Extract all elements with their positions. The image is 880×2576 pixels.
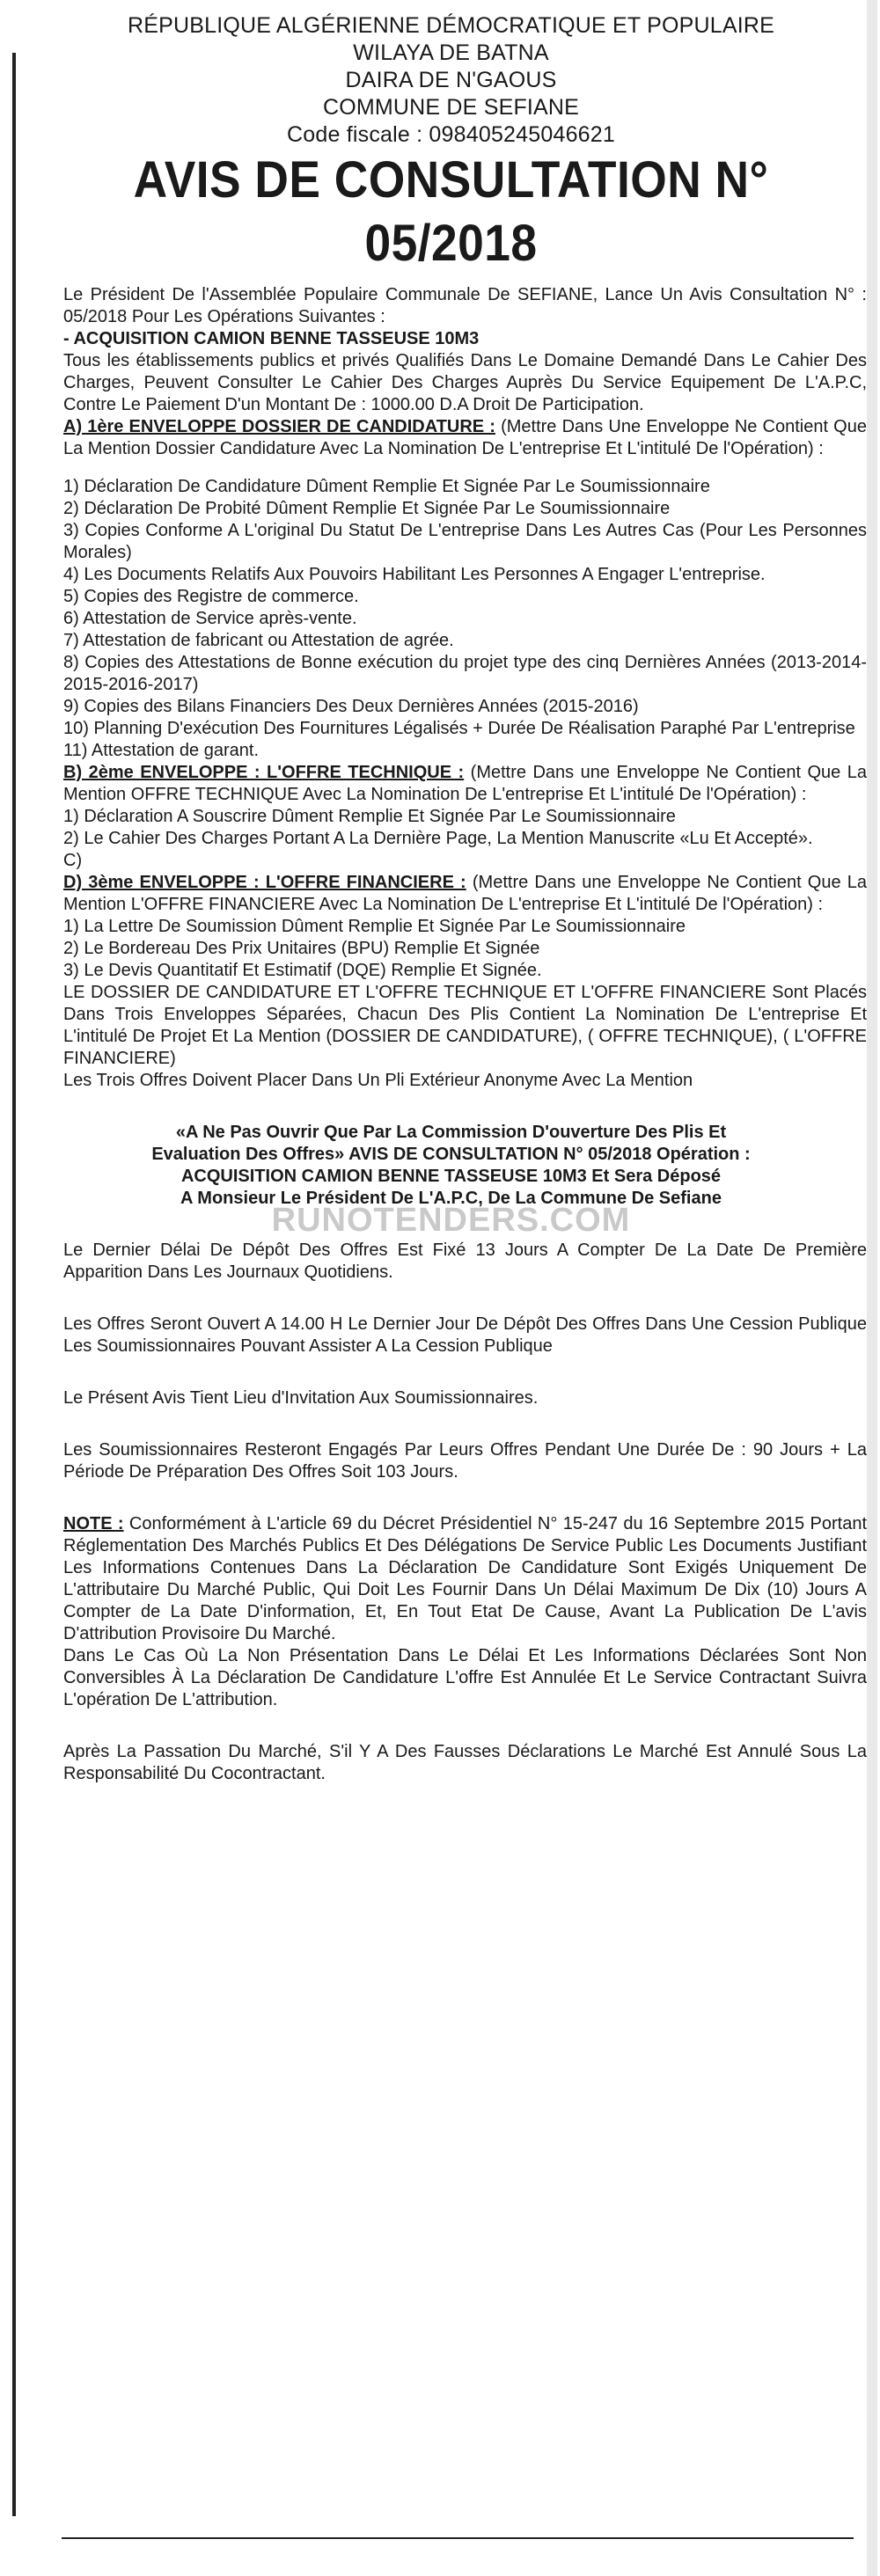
section-a-text: (Mettre Dans Une Enveloppe Ne Contient Que La Mention Dossier Candidature Avec La Nomination De L'entreprise Et L'intitulé De l'Opération) : bbox=[63, 417, 867, 458]
dossier-note: LE DOSSIER DE CANDIDATURE ET L'OFFRE TECHNIQUE ET L'OFFRE FINANCIERE Sont Placés Dans Trois Enveloppes Séparées, Chacun Des Plis Contient La Nomination De L'entreprise Et L'intitulé De Projet Et La Mention (DOSSIER DE CANDIDATURE), ( OFFRE TECHNIQUE), ( L'OFFRE FINANCIERE) bbox=[63, 983, 867, 1068]
section-b-item: 1) Déclaration A Souscrire Dûment Remplie Et Signée Par Le Soumissionnaire bbox=[63, 807, 676, 826]
operation-line: - ACQUISITION CAMION BENNE TASSEUSE 10M3 bbox=[63, 329, 480, 348]
section-a-item: 7) Attestation de fabricant ou Attestation de agrée. bbox=[63, 631, 454, 650]
section-b-intro bbox=[35, 762, 867, 806]
header-fiscal-code: Code fiscale : 098405245046621 bbox=[287, 122, 615, 147]
notice-title: AVIS DE CONSULTATION N° 05/2018 bbox=[133, 151, 769, 272]
footer-rule bbox=[62, 2537, 854, 2539]
submission-instructions bbox=[35, 1122, 867, 1210]
section-d-text: (Mettre Dans une Enveloppe Ne Contient Que La Mention L'OFFRE FINANCIERE Avec La Nomination De L'entreprise Et L'intitulé De l'Opération) : bbox=[63, 873, 867, 914]
section-d-item: 1) La Lettre De Soumission Dûment Remplie Et Signée Par Le Soumissionnaire bbox=[63, 917, 686, 936]
section-a-item: 6) Attestation de Service après-vente. bbox=[63, 609, 357, 628]
notice-document bbox=[35, 12, 867, 1785]
section-a-item: 2) Déclaration De Probité Dûment Remplie Et Signée Par Le Soumissionnaire bbox=[63, 499, 671, 518]
note-paragraph bbox=[35, 1513, 867, 1645]
header-daira: DAIRA DE N'GAOUS bbox=[345, 68, 557, 92]
section-b-heading: B) 2ème ENVELOPPE : L'OFFRE TECHNIQUE : bbox=[63, 763, 465, 782]
header-wilaya: WILAYA DE BATNA bbox=[353, 40, 549, 65]
deadline-paragraph: Le Dernier Délai De Dépôt Des Offres Est Fixé 13 Jours A Compter De La Date De Première Apparition Dans Les Journaux Quotidiens. bbox=[63, 1240, 867, 1282]
outer-envelope-paragraph: Les Trois Offres Doivent Placer Dans Un Pli Extérieur Anonyme Avec La Mention bbox=[63, 1071, 693, 1090]
section-b-item: 2) Le Cahier Des Charges Portant A La Dernière Page, La Mention Manuscrite «Lu Et Accepté». bbox=[63, 829, 813, 848]
section-a-item: 5) Copies des Registre de commerce. bbox=[63, 587, 359, 606]
section-a-item: 8) Copies des Attestations de Bonne exécution du projet type des cinq Dernières Années (2013-2014-2015-2016-2017) bbox=[63, 653, 867, 694]
section-a-intro bbox=[35, 416, 867, 460]
section-b-item: C) bbox=[63, 851, 83, 870]
opening-paragraph: Les Offres Seront Ouvert A 14.00 H Le Dernier Jour De Dépôt Des Offres Dans Une Cession Publique Les Soumissionnaires Pouvant Assister A La Cession Publique bbox=[63, 1314, 867, 1356]
section-a-item: 4) Les Documents Relatifs Aux Pouvoirs Habilitant Les Personnes A Engager L'entreprise. bbox=[63, 565, 766, 584]
header-block bbox=[35, 12, 867, 149]
submission-line: Evaluation Des Offres» AVIS DE CONSULTATION N° 05/2018 Opération : bbox=[151, 1145, 751, 1164]
section-a-item: 9) Copies des Bilans Financiers Des Deux Dernières Années (2015-2016) bbox=[63, 697, 639, 716]
closing-paragraph: Dans Le Cas Où La Non Présentation Dans Le Délai Et Les Informations Déclarées Sont Non Conversibles À La Déclaration De Candidature L'offre Est Annulée Et Le Service Contractant Suivra L'opération De L'attribution. bbox=[63, 1646, 867, 1709]
watermark: RUNOTENDERS.COM bbox=[271, 1202, 631, 1239]
validity-paragraph: Les Soumissionnaires Resteront Engagés Par Leurs Offres Pendant Une Durée De : 90 Jours + La Période De Préparation Des Offres Soit 103 Jours. bbox=[63, 1440, 867, 1482]
header-republic: RÉPUBLIQUE ALGÉRIENNE DÉMOCRATIQUE ET POPULAIRE bbox=[127, 13, 775, 38]
header-commune: COMMUNE DE SEFIANE bbox=[322, 95, 580, 120]
right-margin-strip bbox=[867, 0, 877, 2576]
section-d-item: 3) Le Devis Quantitatif Et Estimatif (DQE) Remplie Et Signée. bbox=[63, 961, 542, 980]
section-d-item: 2) Le Bordereau Des Prix Unitaires (BPU) Remplie Et Signée bbox=[63, 939, 540, 958]
section-a-item: 3) Copies Conforme A L'original Du Statut De L'entreprise Dans Les Autres Cas (Pour Les Personnes Morales) bbox=[63, 521, 867, 562]
section-a-heading: A) 1ère ENVELOPPE DOSSIER DE CANDIDATURE : bbox=[63, 417, 495, 436]
section-a-item: 11) Attestation de garant. bbox=[63, 741, 260, 760]
eligibility-paragraph: Tous les établissements publics et privés Qualifiés Dans Le Domaine Demandé Dans Le Cahier Des Charges, Peuvent Consulter Le Cahier Des Charges Auprès Du Service Equipement De L'A.P.C, Contre Le Paiement D'un Montant De : 1000.00 D.A Droit De Participation. bbox=[63, 351, 867, 414]
submission-line: «A Ne Pas Ouvrir Que Par La Commission D'ouverture Des Plis Et bbox=[175, 1123, 727, 1142]
submission-line: ACQUISITION CAMION BENNE TASSEUSE 10M3 Et Sera Déposé bbox=[180, 1167, 722, 1186]
section-a-item: 10) Planning D'exécution Des Fournitures Légalisés + Durée De Réalisation Paraphé Par L'entreprise bbox=[63, 719, 855, 738]
left-margin-rule bbox=[12, 53, 16, 2516]
intro-paragraph: Le Président De l'Assemblée Populaire Communale De SEFIANE, Lance Un Avis Consultation N° : 05/2018 Pour Les Opérations Suivantes : bbox=[63, 285, 867, 326]
invitation-paragraph: Le Présent Avis Tient Lieu d'Invitation Aux Soumissionnaires. bbox=[63, 1388, 539, 1408]
note-label: NOTE : bbox=[63, 1514, 124, 1533]
section-d-intro bbox=[35, 872, 867, 916]
note-text: Conformément à L'article 69 du Décret Présidentiel N° 15-247 du 16 Septembre 2015 Portant Réglementation Des Marchés Publics Et Des Délégations De Service Public Les Documents Justifiant Les Informations Contenues Dans La Déclaration De Candidature Sont Exigés Uniquement De L'attributaire Du Marché Public, Qui Doit Les Fournir Dans Un Délai Maximum De Dix (10) Jours A Compter de La Date D'information, Et, En Tout Etat De Cause, Avant La Publication De L'avis D'attribution Provisoire Du Marché. bbox=[63, 1514, 868, 1643]
section-d-heading: D) 3ème ENVELOPPE : L'OFFRE FINANCIERE : bbox=[63, 873, 466, 892]
section-a-item: 1) Déclaration De Candidature Dûment Remplie Et Signée Par Le Soumissionnaire bbox=[63, 477, 710, 496]
submission-line: A Monsieur Le Président De L'A.P.C, De La Commune De Sefiane bbox=[180, 1189, 722, 1208]
section-b-text: (Mettre Dans une Enveloppe Ne Contient Que La Mention OFFRE TECHNIQUE Avec La Nomination De L'entreprise Et L'intitulé De l'Opération) : bbox=[63, 763, 867, 804]
closing-paragraph: Après La Passation Du Marché, S'il Y A Des Fausses Déclarations Le Marché Est Annulé Sous La Responsabilité Du Cocontractant. bbox=[63, 1742, 867, 1783]
